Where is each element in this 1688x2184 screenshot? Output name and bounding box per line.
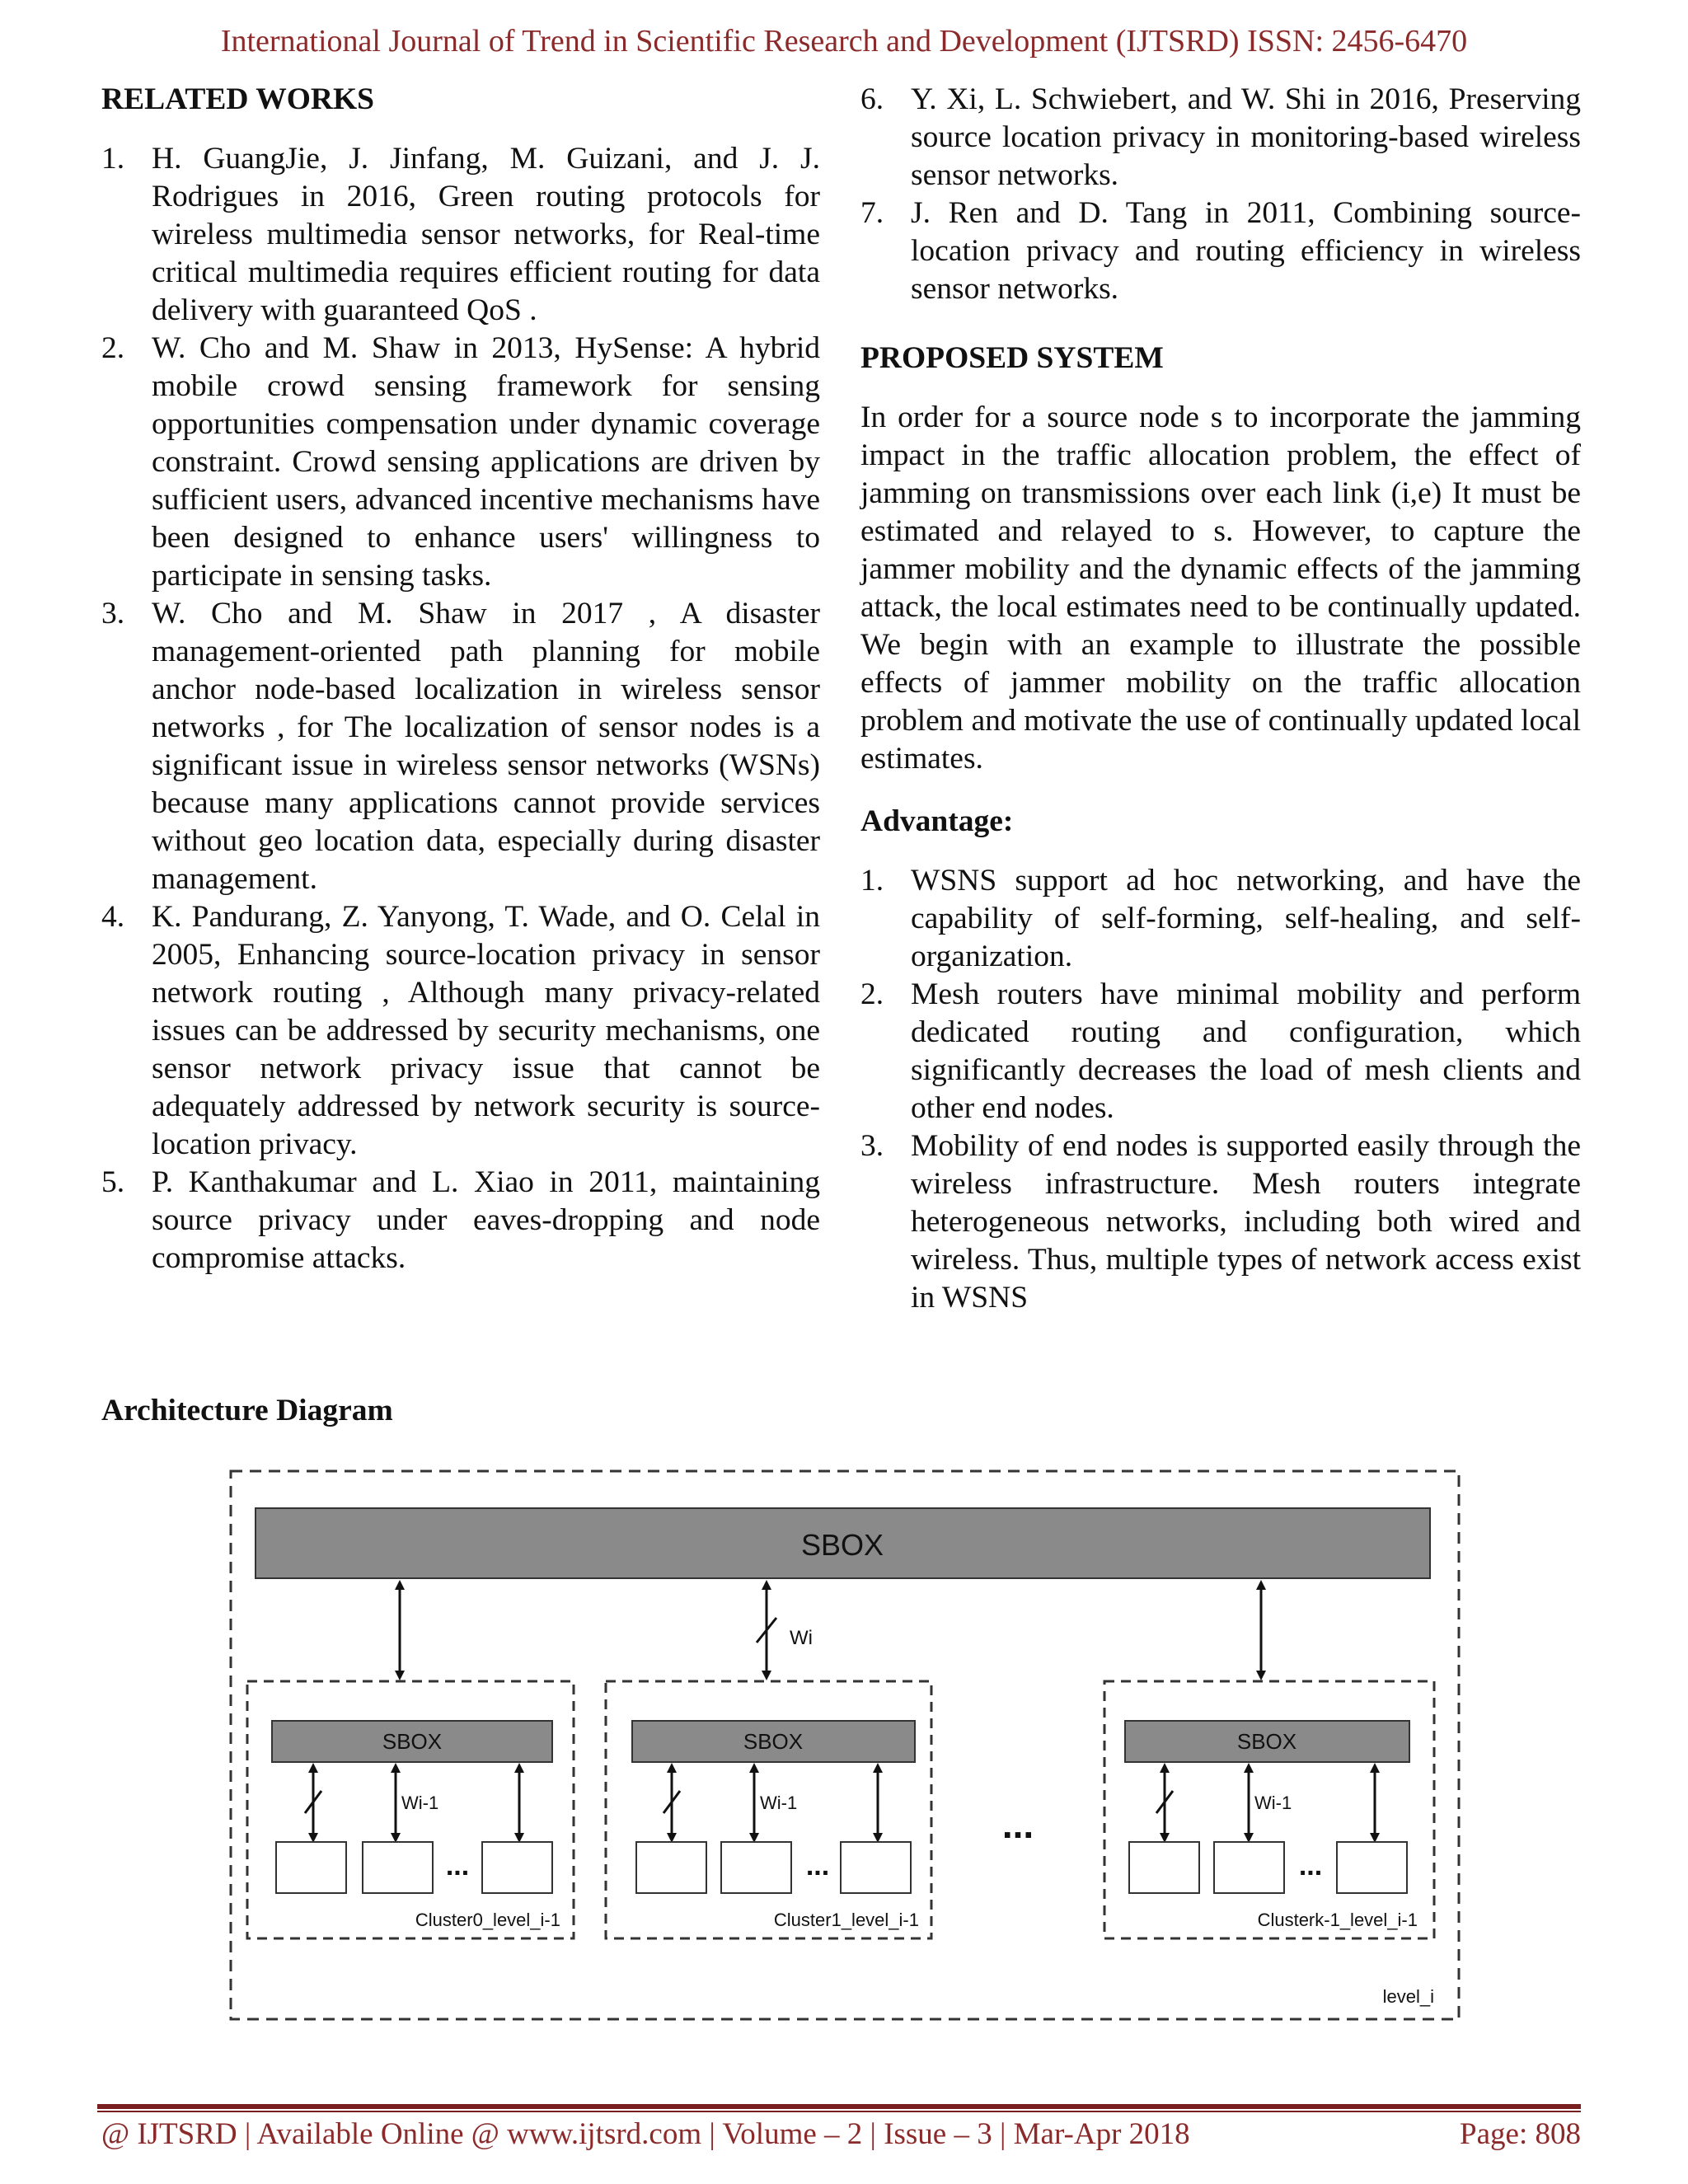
sensor-node <box>1214 1842 1284 1893</box>
list-item <box>101 898 820 1164</box>
cluster-label: Cluster1_level_i-1 <box>773 1910 919 1930</box>
cluster-k-1 <box>1104 1681 1434 1938</box>
nodes-ellipsis: ... <box>805 1850 830 1882</box>
list-item-text: WSNS support ad hoc networking, and have the capability of self-forming, self-healing, and self-organization. <box>911 864 1581 973</box>
list-item <box>860 862 1581 976</box>
list-item <box>860 194 1581 308</box>
list-item <box>101 330 820 595</box>
list-item-number: 2. <box>101 331 125 365</box>
list-item-number: 7. <box>860 196 884 230</box>
list-item <box>860 81 1581 194</box>
list-item-number: 5. <box>101 1165 125 1199</box>
nodes-ellipsis: ... <box>445 1850 470 1882</box>
cluster-label: Cluster0_level_i-1 <box>415 1910 560 1930</box>
list-item-text: W. Cho and M. Shaw in 2017 , A disaster management-oriented path planning for mobile anchor node-based localization in wireless sensor networks , for The localization of sensor nodes is a significant issue in wireless sensor networks (WSNs) because many applications cannot provide services without geo location data, especially during disaster management. <box>152 597 820 896</box>
architecture-diagram-title: Architecture Diagram <box>101 1394 393 1427</box>
cluster-label: Clusterk-1_level_i-1 <box>1257 1910 1418 1930</box>
list-item-text: Mobility of end nodes is supported easily through the wireless infrastructure. Mesh routers integrate heterogeneous networks, including both wired and wireless. Thus, multiple types of network access exist in WSNS <box>911 1129 1581 1315</box>
related-works-heading: RELATED WORKS <box>101 82 374 116</box>
advantage-heading: Advantage: <box>860 804 1014 838</box>
between-clusters-ellipsis: ... <box>1001 1803 1034 1846</box>
top-sbox-label: SBOX <box>800 1528 884 1562</box>
list-item <box>101 595 820 898</box>
architecture-diagram <box>223 1463 1467 2032</box>
nodes-ellipsis: ... <box>1298 1850 1323 1882</box>
cluster-sbox-label: SBOX <box>743 1729 804 1754</box>
list-item-text: H. GuangJie, J. Jinfang, M. Guizani, and J. J. Rodrigues in 2016, Green routing protocols for wireless multimedia sensor networks, for Real-time critical multimedia requires efficient routing for data delivery with guaranteed QoS . <box>152 142 820 327</box>
cluster-sbox-label: SBOX <box>1236 1729 1297 1754</box>
list-item-number: 1. <box>860 864 884 898</box>
outer-level-label: level_i <box>1382 1986 1434 2007</box>
sensor-node <box>721 1842 791 1893</box>
related-works-list-continued <box>860 81 1581 308</box>
list-item-number: 1. <box>101 142 125 176</box>
list-item <box>101 140 820 330</box>
list-item-number: 2. <box>860 977 884 1011</box>
proposed-system-paragraph: In order for a source node s to incorporate the jamming impact in the traffic allocation problem, the effect of jamming on transmissions over each link (i,e) It must be estimated and relayed to s. However, to capture the jammer mobility and the dynamic effects of the jamming attack, the local estimates need to be continually updated. We begin with an example to illustrate the possible effects of jammer mobility on the traffic allocation problem and motivate the use of continually updated local estimates. <box>860 401 1581 776</box>
cluster-1 <box>606 1681 931 1938</box>
sensor-node <box>841 1842 911 1893</box>
list-item-text: Mesh routers have minimal mobility and perform dedicated routing and configuration, which significantly decreases the load of mesh clients and other end nodes. <box>911 977 1581 1125</box>
right-column <box>860 81 1581 1342</box>
page-number: Page: 808 <box>1460 2117 1581 2151</box>
sensor-node <box>363 1842 433 1893</box>
cluster-0 <box>247 1681 574 1938</box>
page-footer <box>101 2116 1581 2152</box>
footer-rule <box>97 2104 1581 2109</box>
left-column <box>101 81 820 1302</box>
list-item-number: 4. <box>101 900 125 934</box>
cluster-sbox-label: SBOX <box>382 1729 443 1754</box>
footer-rule-thin <box>97 2111 1581 2112</box>
advantage-list <box>860 862 1581 1317</box>
proposed-system-heading: PROPOSED SYSTEM <box>860 341 1164 375</box>
cluster-link-label: Wi-1 <box>401 1793 439 1813</box>
list-item-text: J. Ren and D. Tang in 2011, Combining source-location privacy and routing efficiency in wireless sensor networks. <box>911 196 1581 306</box>
sensor-node <box>1337 1842 1407 1893</box>
list-item <box>101 1164 820 1277</box>
list-item-text: K. Pandurang, Z. Yanyong, T. Wade, and O. Celal in 2005, Enhancing source-location privacy in sensor network routing , Although many privacy-related issues can be addressed by security mechanisms, one sensor network privacy issue that cannot be adequately addressed by network security is source-location privacy. <box>152 900 820 1161</box>
sensor-node <box>636 1842 706 1893</box>
cluster-link-label: Wi-1 <box>1254 1793 1292 1813</box>
list-item <box>860 976 1581 1127</box>
list-item <box>860 1127 1581 1317</box>
cluster-link-label: Wi-1 <box>760 1793 798 1813</box>
list-item-number: 6. <box>860 82 884 116</box>
list-item-number: 3. <box>101 597 125 630</box>
footer-info: @ IJTSRD | Available Online @ www.ijtsrd.com | Volume – 2 | Issue – 3 | Mar-Apr 2018 <box>101 2117 1190 2151</box>
related-works-list <box>101 140 820 1277</box>
journal-header: International Journal of Trend in Scientific Research and Development (IJTSRD) ISSN: 2456-6470 <box>220 24 1468 59</box>
sensor-node <box>1129 1842 1199 1893</box>
list-item-number: 3. <box>860 1129 884 1163</box>
sensor-node <box>276 1842 346 1893</box>
top-link-label: Wi <box>790 1627 813 1649</box>
sensor-node <box>482 1842 552 1893</box>
list-item-text: P. Kanthakumar and L. Xiao in 2011, maintaining source privacy under eaves-dropping and node compromise attacks. <box>152 1165 820 1275</box>
list-item-text: Y. Xi, L. Schwiebert, and W. Shi in 2016, Preserving source location privacy in monitoring-based wireless sensor networks. <box>911 82 1581 192</box>
list-item-text: W. Cho and M. Shaw in 2013, HySense: A hybrid mobile crowd sensing framework for sensing opportunities compensation under dynamic coverage constraint. Crowd sensing applications are driven by sufficient users, advanced incentive mechanisms have been designed to enhance users' willingness to participate in sensing tasks. <box>152 331 820 593</box>
